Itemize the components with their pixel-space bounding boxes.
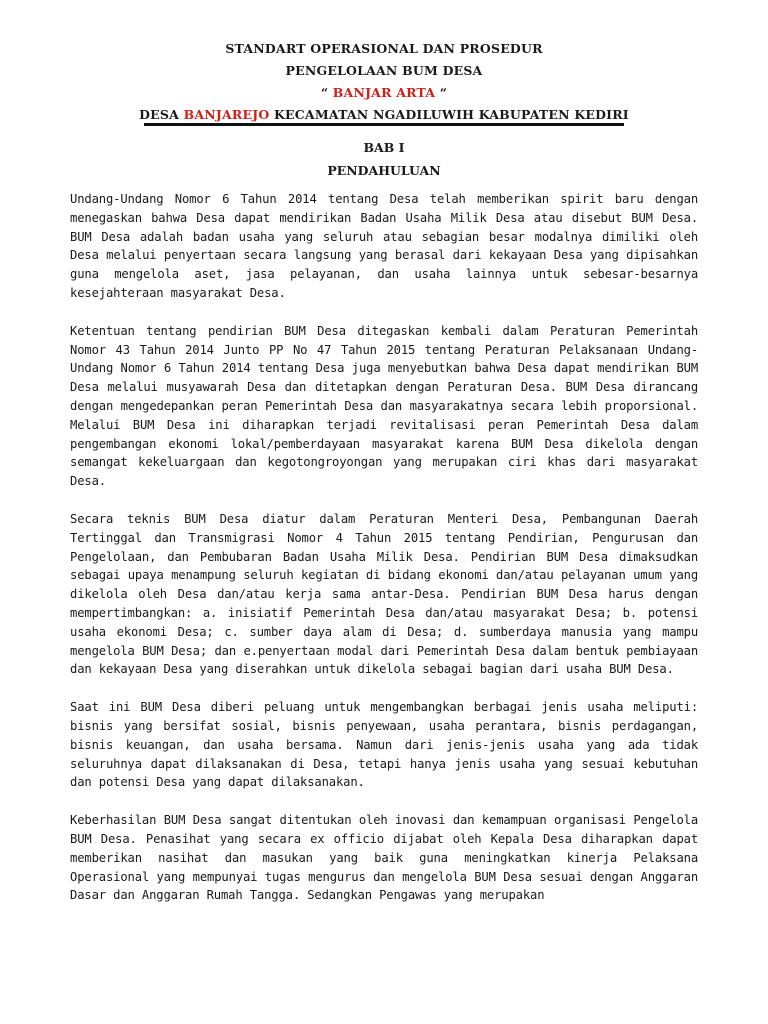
paragraph-4: Saat ini BUM Desa diberi peluang untuk mengembangkan berbagai jenis usaha meliputi: bisnis yang bersifat sosial, bisnis penyewaan, usaha perantara, bisnis perdagangan, bisnis keuangan, dan usaha bersama. Namun dari jenis-jenis usaha yang ada tidak seluruhnya dapat dilaksanakan di Desa, tetapi hanya jenis usaha yang sesuai kebutuhan dan potensi Desa yang dapat dilaksanakan. [70,700,698,790]
unit-name: BANJAR ARTA [332,85,436,100]
paragraph-5: Keberhasilan BUM Desa sangat ditentukan oleh inovasi dan kemampuan organisasi Pengelola BUM Desa. Penasihat yang secara ex officio dijabat oleh Kepala Desa diharapkan dapat memberikan nasihat dan masukan yang baik guna meningkatkan kinerja Pelaksana Operasional yang mempunyai tugas mengurus dan mengelola BUM Desa sesuai dengan Anggaran Dasar dan Anggaran Rumah Tangga. Sedangkan Pengawas yang merupakan [70,813,698,903]
chapter-title: PENDAHULUAN [327,163,441,178]
quote-close: “ [435,85,448,100]
sop-title: STANDART OPERASIONAL DAN PROSEDUR [225,41,543,56]
chapter-heading [0,136,768,182]
unit-name-line [0,82,768,104]
chapter-number: BAB I [363,140,405,155]
chapter-body [70,190,698,924]
header-divider [144,123,624,126]
quote-open: “ [320,85,333,100]
paragraph-2: Ketentuan tentang pendirian BUM Desa ditegaskan kembali dalam Peraturan Pemerintah Nomor 43 Tahun 2014 Junto PP No 47 Tahun 2015 tentang Peraturan Pelaksanaan Undang-Undang Nomor 6 Tahun 2014 tentang Desa juga menyebutkan bahwa Desa dapat mendirikan BUM Desa melalui musyawarah Desa dan ditetapkan dengan Peraturan Desa. BUM Desa dirancang dengan mengedepankan peran Pemerintah Desa dan masyarakatnya secara lebih proporsional. Melalui BUM Desa ini diharapkan terjadi revitalisasi peran Pemerintah Desa dalam pengembangan ekonomi lokal/pemberdayaan masyarakat karena BUM Desa dikelola dengan semangat kekeluargaan dan kegotongroyongan yang merupakan ciri khas dari masyarakat Desa. [70,323,698,489]
paragraph-3: Secara teknis BUM Desa diatur dalam Peraturan Menteri Desa, Pembangunan Daerah Tertinggal dan Transmigrasi Nomor 4 Tahun 2015 tentang Pendirian, Pengurusan dan Pengelolaan, dan Pembubaran Badan Usaha Milik Desa. Pendirian BUM Desa dimaksudkan sebagai upaya menampung seluruh kegiatan di bidang ekonomi dan/atau pelayanan umum yang dikelola oleh Desa dan/atau kerja sama antar-Desa. Pendirian BUM Desa harus dengan mempertimbangkan: a. inisiatif Pemerintah Desa dan/atau masyarakat Desa; b. potensi usaha ekonomi Desa; c. sumber daya alam di Desa; d. sumberdaya manusia yang mampu mengelola BUM Desa; dan e.penyertaan modal dari Pemerintah Desa dalam bentuk pembiayaan dan kekayaan Desa yang diserahkan untuk dikelola sebagai bagian dari usaha BUM Desa. [70,511,698,677]
desa-prefix: DESA [139,107,184,122]
desa-suffix: KECAMATAN NGADILUWIH KABUPATEN KEDIRI [269,107,629,122]
document-header [0,38,768,126]
sop-subtitle: PENGELOLAAN BUM DESA [285,63,483,78]
paragraph-1: Undang-Undang Nomor 6 Tahun 2014 tentang Desa telah memberikan spirit baru dengan menegaskan bahwa Desa dapat mendirikan Badan Usaha Milik Desa atau disebut BUM Desa. BUM Desa adalah badan usaha yang seluruh atau sebagian besar modalnya dimiliki oleh Desa melalui penyertaan secara langsung yang berasal dari kekayaan Desa yang dipisahkan guna mengelola aset, jasa pelayanan, dan usaha lainnya untuk sebesar-besarnya kesejahteraan masyarakat Desa. [70,192,698,300]
desa-name: BANJAREJO [183,107,270,122]
